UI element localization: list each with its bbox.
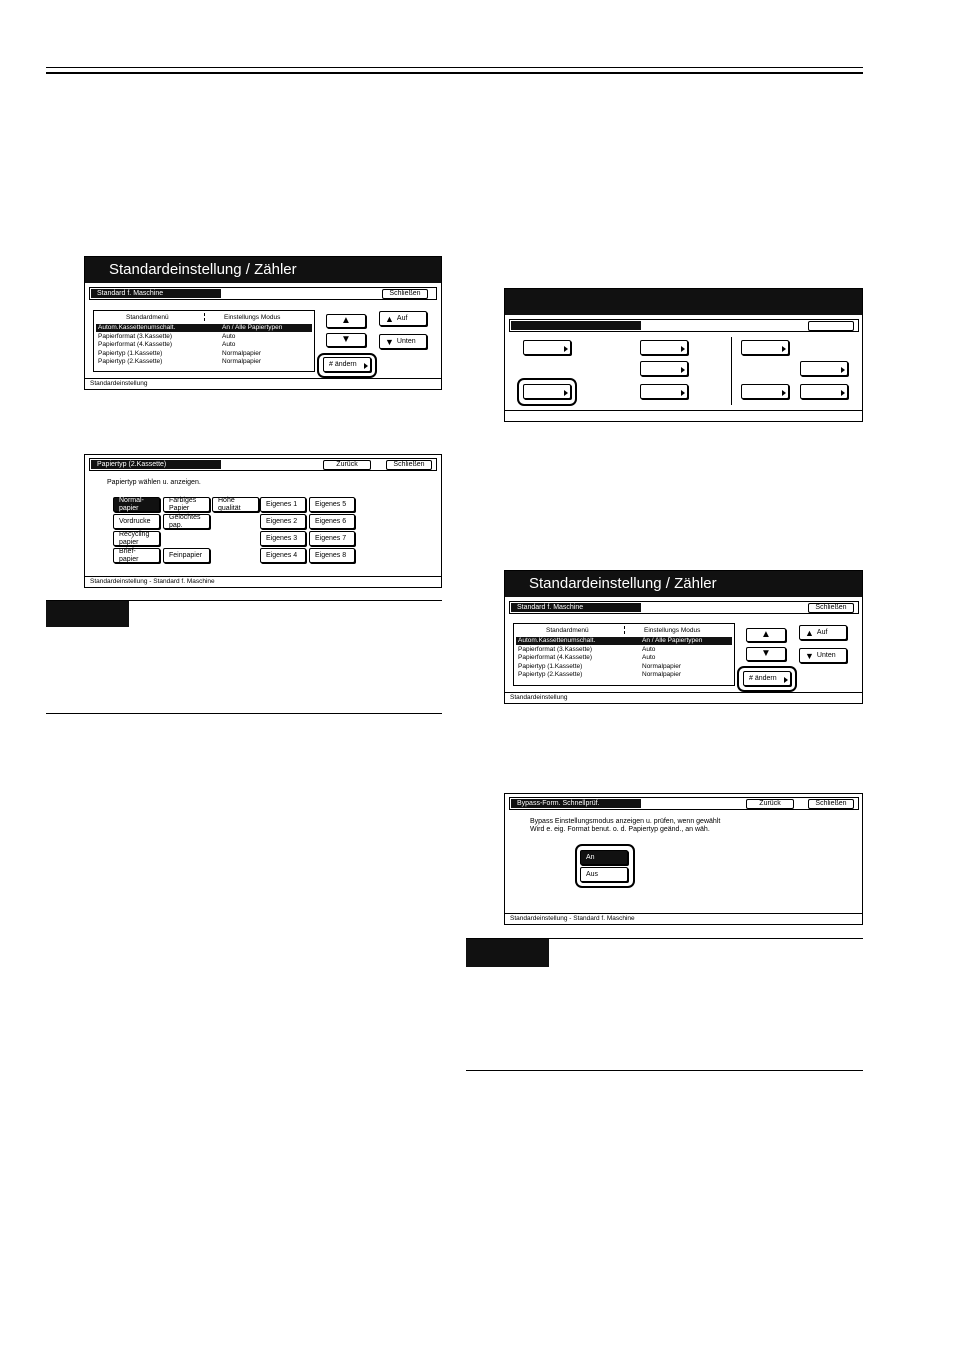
title-bar <box>505 289 862 315</box>
down-button[interactable] <box>799 648 847 663</box>
paper-type-button[interactable] <box>163 548 210 563</box>
up-arrow-icon: ▲ <box>385 313 394 324</box>
menu-button[interactable] <box>741 384 789 399</box>
menu-button[interactable] <box>523 384 571 399</box>
down-label: Unten <box>816 651 836 659</box>
down-label: Unten <box>396 337 416 345</box>
custom-type-button[interactable]: Eigenes 4 <box>260 548 306 563</box>
row-mode: Auto <box>222 333 236 340</box>
note-rule-bottom <box>466 1070 863 1071</box>
paper-type-line2: papier <box>119 538 139 546</box>
col-divider <box>624 626 625 634</box>
up-button[interactable] <box>379 311 427 326</box>
menu-button[interactable] <box>800 361 848 376</box>
menu-button[interactable] <box>640 340 688 355</box>
settings-list <box>513 623 735 686</box>
status-bar: Standardeinstellung <box>505 692 862 703</box>
close-button[interactable] <box>808 321 854 331</box>
down-arrow-icon: ▼ <box>385 336 394 347</box>
sub-header <box>509 601 859 614</box>
col-header-menu: Standardmenü <box>126 314 169 321</box>
close-button[interactable]: Schließen <box>386 460 432 470</box>
paper-type-screen <box>84 454 442 588</box>
list-row[interactable] <box>516 646 732 654</box>
scroll-down-button[interactable]: ▼ <box>746 647 786 661</box>
sub-header <box>509 319 859 332</box>
custom-type-button[interactable]: Eigenes 3 <box>260 531 306 546</box>
custom-type-button[interactable]: Eigenes 8 <box>309 548 355 563</box>
row-menu: Autom.Kassettenumschalt. <box>98 324 176 331</box>
change-button[interactable]: # ändern <box>743 671 791 686</box>
row-menu: Papierformat (4.Kassette) <box>518 654 593 661</box>
paper-type-button[interactable] <box>163 514 210 529</box>
paper-type-line2: pap. <box>169 521 183 529</box>
menu-button[interactable] <box>800 384 848 399</box>
row-mode: Auto <box>222 341 236 348</box>
menu-button[interactable] <box>640 361 688 376</box>
list-row[interactable] <box>96 324 312 332</box>
screen-title: Standardeinstellung / Zähler <box>505 571 862 597</box>
menu-button[interactable] <box>640 384 688 399</box>
header-rule-top <box>46 67 863 68</box>
row-menu: Papierformat (3.Kassette) <box>518 646 593 653</box>
paper-type-button[interactable] <box>113 531 160 546</box>
paper-type-line2: papier <box>119 504 139 512</box>
up-label: Auf <box>396 314 408 322</box>
menu-button[interactable] <box>523 340 571 355</box>
row-mode: Normalpapier <box>642 663 682 670</box>
row-mode: An / Alle Papiertypen <box>642 637 703 644</box>
back-button[interactable]: Zurück <box>323 460 371 470</box>
menu-button[interactable] <box>741 340 789 355</box>
down-button[interactable] <box>379 334 427 349</box>
status-bar: Standardeinstellung <box>85 378 441 389</box>
paper-type-line1: Gelochtes <box>169 513 201 521</box>
instruction-text: Papiertyp wählen u. anzeigen. <box>107 479 201 486</box>
row-menu: Papiertyp (1.Kassette) <box>98 350 163 357</box>
status-bar <box>505 410 862 421</box>
custom-type-button[interactable]: Eigenes 6 <box>309 514 355 529</box>
row-menu: Papierformat (3.Kassette) <box>98 333 173 340</box>
settings-screen-2 <box>504 570 863 704</box>
list-row[interactable] <box>516 654 732 662</box>
row-mode: Normalpapier <box>642 671 682 678</box>
screen-title: Standardeinstellung / Zähler <box>85 257 441 283</box>
row-mode: An / Alle Papiertypen <box>222 324 283 331</box>
col-header-menu: Standardmenü <box>546 627 589 634</box>
sub-header-label: Standard f. Maschine <box>511 603 641 612</box>
col-header-mode: Einstellungs Modus <box>224 314 281 321</box>
paper-type-line2: papier <box>119 555 139 563</box>
paper-type-button[interactable] <box>113 514 160 529</box>
custom-type-button[interactable]: Eigenes 5 <box>309 497 355 512</box>
list-row[interactable] <box>516 637 732 645</box>
row-menu: Papiertyp (1.Kassette) <box>518 663 583 670</box>
paper-type-line2: Papier <box>169 504 190 512</box>
up-label: Auf <box>816 628 828 636</box>
description-line-2: Wird e. eig. Format benut. o. d. Papiertyp geänd., an wäh. <box>530 826 710 833</box>
paper-type-line1: Farbiges <box>169 496 197 504</box>
sub-header-label <box>511 321 641 330</box>
list-row[interactable] <box>96 350 312 358</box>
custom-type-button[interactable]: Eigenes 1 <box>260 497 306 512</box>
list-row[interactable] <box>96 358 312 366</box>
settings-screen-1 <box>84 256 442 390</box>
scroll-up-button[interactable]: ▲ <box>326 314 366 328</box>
paper-type-button[interactable] <box>113 497 160 512</box>
up-arrow-icon: ▲ <box>805 627 814 638</box>
paper-type-line1: Feinpapier <box>169 551 203 559</box>
note-label-box <box>46 601 129 627</box>
sub-header-label: Standard f. Maschine <box>91 289 221 298</box>
sub-header <box>89 458 437 471</box>
paper-type-line1: Normal- <box>119 496 144 504</box>
paper-type-line1: Vordrucke <box>119 517 151 525</box>
paper-type-line1: Hohe <box>218 496 235 504</box>
note-rule-bottom <box>46 713 442 714</box>
sub-header <box>509 797 859 810</box>
close-button[interactable]: Schließen <box>808 799 854 809</box>
menu-screen-blank <box>504 288 863 422</box>
back-button[interactable]: Zurück <box>746 799 794 809</box>
sub-header-label: Papiertyp (2.Kassette) <box>91 460 221 469</box>
close-button[interactable]: Schließen <box>382 289 428 299</box>
list-row[interactable] <box>516 663 732 671</box>
paper-type-button[interactable] <box>212 497 259 512</box>
bypass-check-screen <box>504 793 863 925</box>
row-mode: Auto <box>642 646 656 653</box>
scroll-down-button[interactable]: ▼ <box>326 333 366 347</box>
paper-type-button[interactable] <box>113 548 160 563</box>
paper-type-button[interactable] <box>163 497 210 512</box>
row-menu: Papiertyp (2.Kassette) <box>518 671 583 678</box>
row-menu: Papiertyp (2.Kassette) <box>98 358 163 365</box>
row-menu: Papierformat (4.Kassette) <box>98 341 173 348</box>
list-row[interactable] <box>96 333 312 341</box>
custom-type-button[interactable]: Eigenes 2 <box>260 514 306 529</box>
row-menu: Autom.Kassettenumschalt. <box>518 637 596 644</box>
sub-header-label: Bypass-Form. Schnellprüf. <box>511 799 641 808</box>
col-header-mode: Einstellungs Modus <box>644 627 701 634</box>
list-row[interactable] <box>516 671 732 679</box>
option-off-button[interactable]: Aus <box>580 867 628 882</box>
description-line-1: Bypass Einstellungsmodus anzeigen u. prüfen, wenn gewählt <box>530 818 721 825</box>
row-mode: Normalpapier <box>222 358 262 365</box>
option-on-button[interactable]: An <box>580 850 628 865</box>
divider <box>731 337 732 405</box>
row-mode: Auto <box>642 654 656 661</box>
header-rule-bottom <box>46 72 863 74</box>
list-row[interactable] <box>96 341 312 349</box>
up-button[interactable] <box>799 625 847 640</box>
note-label-box <box>466 939 549 967</box>
status-bar: Standardeinstellung - Standard f. Maschine <box>85 576 441 587</box>
change-button[interactable]: # ändern <box>323 357 371 372</box>
col-divider <box>204 313 205 321</box>
paper-type-line2: qualität <box>218 504 241 512</box>
settings-list <box>93 310 315 372</box>
row-mode: Normalpapier <box>222 350 262 357</box>
down-arrow-icon: ▼ <box>805 650 814 661</box>
status-bar: Standardeinstellung - Standard f. Maschine <box>505 913 862 924</box>
paper-type-line1: Brief- <box>119 547 136 555</box>
sub-header <box>89 287 437 300</box>
custom-type-button[interactable]: Eigenes 7 <box>309 531 355 546</box>
paper-type-line1: Recycling <box>119 530 150 538</box>
scroll-up-button[interactable]: ▲ <box>746 628 786 642</box>
close-button[interactable]: Schließen <box>808 603 854 613</box>
